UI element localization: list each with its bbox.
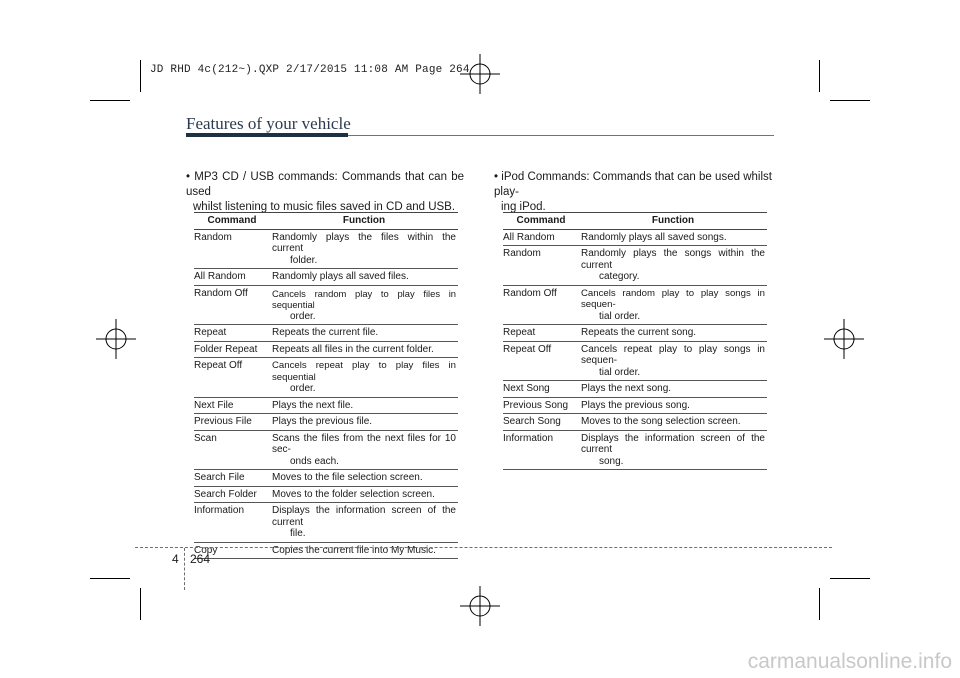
table-row [503,397,767,414]
crop-mark [140,588,141,620]
ipod-command-table [503,212,767,470]
column-header-command: Command [194,213,270,230]
intro-line: whilst listening to music files saved in CD and USB. [193,201,456,213]
function-cell [579,229,767,246]
command-cell: Random Off [503,285,579,325]
crop-mark [819,588,820,620]
function-text: Plays the previous song. [581,399,690,411]
function-cell [270,542,458,559]
function-text: Displays the information screen of the current [272,505,456,528]
command-cell: Scan [194,430,270,470]
command-cell: Repeat Off [503,341,579,381]
function-cell [579,430,767,470]
function-text: Displays the information screen of the current [581,432,765,455]
table-row [194,397,458,414]
command-cell: Next File [194,397,270,414]
footer-rule [135,547,832,548]
print-slug: JD RHD 4c(212~).QXP 2/17/2015 11:08 AM Page 264 [150,64,470,76]
command-cell: Random [503,246,579,286]
ipod-intro [494,170,772,215]
function-text-cont: onds each. [290,455,339,467]
table-row [503,414,767,431]
registration-target-icon [96,319,136,359]
function-cell [270,358,458,398]
function-cell [270,414,458,431]
function-text-cont: order. [290,383,316,394]
command-cell: Previous File [194,414,270,431]
table-row [194,542,458,559]
function-cell [579,325,767,342]
command-cell: All Random [503,229,579,246]
section-title: Features of your vehicle [186,114,351,133]
table-row [503,325,767,342]
table-row [194,358,458,398]
function-cell [270,486,458,503]
command-cell: Folder Repeat [194,341,270,358]
function-text: Repeats the current file. [272,327,379,338]
table-header-row [194,213,458,230]
function-text: Repeats all files in the current folder. [272,343,434,355]
function-cell [579,285,767,325]
command-cell: Search File [194,470,270,487]
header-rule-light [348,135,774,136]
command-cell: Search Folder [194,486,270,503]
function-text: Moves to the file selection screen. [272,472,423,483]
column-header-function: Function [579,213,767,230]
function-cell [270,229,458,269]
command-cell: Repeat [194,325,270,342]
function-text-cont: file. [290,528,306,539]
function-text: Cancels repeat play to play files in sequential [272,360,456,383]
function-text: Plays the previous file. [272,416,373,427]
function-text: Randomly plays the songs within the current [581,248,765,271]
function-cell [270,470,458,487]
function-cell [579,381,767,398]
table-row [194,229,458,269]
table-row [194,503,458,543]
function-cell [579,414,767,431]
command-cell: Repeat [503,325,579,342]
command-cell: Information [194,503,270,543]
table-row [194,414,458,431]
command-cell: Previous Song [503,397,579,414]
crop-mark [140,60,141,92]
function-cell [270,397,458,414]
footer-divider [184,548,185,590]
function-cell [270,269,458,286]
function-text: Plays the next song. [581,383,672,394]
crop-mark [819,60,820,92]
command-cell: Copy [194,542,270,559]
intro-line: • iPod Commands: Commands that can be used whilst play- [494,171,772,198]
registration-target-icon [824,319,864,359]
table-row [194,470,458,487]
function-text: Repeats the current song. [581,327,697,338]
table-row [503,285,767,325]
function-text-cont: tial order. [599,366,641,378]
crop-mark [830,578,870,579]
function-cell [270,430,458,470]
command-cell: Random [194,229,270,269]
function-text-cont: song. [599,455,624,467]
table-row [194,325,458,342]
command-cell: Random Off [194,285,270,325]
table-header-row [503,213,767,230]
command-cell: All Random [194,269,270,286]
intro-line: • MP3 CD / USB commands: Commands that can be used [186,171,464,198]
column-header-function: Function [270,213,458,230]
page-number: 264 [190,552,211,566]
command-cell: Search Song [503,414,579,431]
function-cell [270,341,458,358]
function-text: Cancels random play to play files in sequential [272,287,456,310]
function-text: Cancels repeat play to play songs in sequen- [581,343,765,366]
command-cell: Information [503,430,579,470]
table-row [194,341,458,358]
function-text: Randomly plays all saved songs. [581,231,727,243]
mp3-usb-intro [186,170,464,215]
column-header-command: Command [503,213,579,230]
function-text-cont: order. [290,310,316,322]
function-text-cont: folder. [290,254,318,266]
function-cell [270,503,458,543]
function-text: Moves to the song selection screen. [581,416,741,427]
table-row [194,430,458,470]
function-text-cont: tial order. [599,310,641,322]
function-cell [579,341,767,381]
function-text: Moves to the folder selection screen. [272,488,435,500]
section-number: 4 [172,552,179,566]
command-cell: Repeat Off [194,358,270,398]
crop-mark [830,100,870,101]
function-cell [579,397,767,414]
function-text: Cancels random play to play songs in sequen- [581,287,765,310]
intro-line: ing iPod. [501,201,546,213]
table-row [503,341,767,381]
function-text: Scans the files from the next files for 10 sec- [272,432,456,455]
table-row [194,285,458,325]
function-text: Plays the next file. [272,399,354,411]
table-row [503,229,767,246]
crop-mark [90,100,130,101]
table-row [503,430,767,470]
mp3-usb-command-table [194,212,458,559]
table-row [503,381,767,398]
command-cell: Next Song [503,381,579,398]
function-cell [270,325,458,342]
registration-target-icon [460,586,500,626]
crop-mark [90,578,130,579]
function-text: Copies the current file into My Music. [272,544,436,556]
function-cell [270,285,458,325]
registration-target-icon [460,54,500,94]
table-row [194,486,458,503]
header-rule-dark [186,133,348,137]
function-cell [579,246,767,286]
function-text-cont: category. [599,271,640,282]
function-text: Randomly plays all saved files. [272,271,409,282]
table-row [194,269,458,286]
table-row [503,246,767,286]
function-text: Randomly plays the files within the current [272,231,456,254]
watermark: carmanualsonline.info [747,650,952,673]
